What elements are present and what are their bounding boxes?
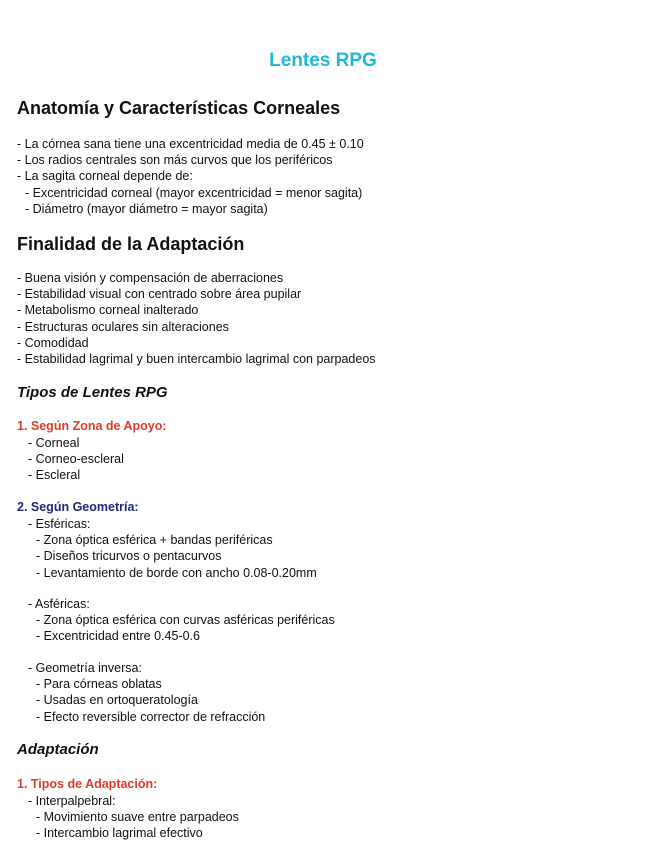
- list-item: - Estructuras oculares sin alteraciones: [17, 319, 229, 334]
- list-item: - Los radios centrales son más curvos que los periféricos: [17, 153, 333, 168]
- list-item: - Diseños tricurvos o pentacurvos: [36, 549, 222, 564]
- subheading-geometria: 2. Según Geometría:: [17, 500, 139, 514]
- apoyo-list: [28, 435, 124, 484]
- esfericas-list: [28, 516, 317, 581]
- list-item: - Excentricidad corneal (mayor excentricidad = menor sagita): [25, 185, 363, 200]
- list-item: - Zona óptica esférica con curvas asféricas periféricas: [36, 613, 335, 628]
- list-item: - Excentricidad entre 0.45-0.6: [36, 629, 200, 644]
- section-heading-anatomia: Anatomía y Características Corneales: [17, 98, 341, 118]
- list-item: - Estabilidad lagrimal y buen intercambio lagrimal con parpadeos: [17, 352, 376, 367]
- list-item: - Geometría inversa:: [28, 661, 142, 675]
- section-heading-finalidad: Finalidad de la Adaptación: [17, 234, 245, 254]
- list-item: - Asféricas:: [28, 597, 90, 611]
- subheading-zona-apoyo: 1. Según Zona de Apoyo:: [17, 419, 167, 433]
- asfericas-list: [28, 596, 335, 645]
- list-item: - Diámetro (mayor diámetro = mayor sagita): [25, 201, 268, 216]
- subheading-tipos-adaptacion: 1. Tipos de Adaptación:: [17, 777, 158, 791]
- interpalpebral-list: [28, 793, 239, 842]
- list-item: - Buena visión y compensación de aberraciones: [17, 271, 284, 285]
- finalidad-list: [17, 270, 376, 367]
- list-item: - Comodidad: [17, 335, 89, 350]
- section-heading-tipos: Tipos de Lentes RPG: [17, 384, 168, 401]
- list-item: - Movimiento suave entre parpadeos: [36, 810, 239, 825]
- list-item: - Levantamiento de borde con ancho 0.08-0.20mm: [36, 565, 317, 580]
- list-item: - Para córneas oblatas: [36, 677, 162, 692]
- list-item: - Intercambio lagrimal efectivo: [36, 826, 203, 841]
- list-item: - Corneo-escleral: [28, 452, 124, 467]
- list-item: - Zona óptica esférica + bandas periféricas: [36, 533, 273, 548]
- list-item: - La córnea sana tiene una excentricidad media de 0.45 ± 0.10: [17, 137, 364, 151]
- list-item: - Escleral: [28, 468, 81, 483]
- document-title: Lentes RPG: [269, 50, 377, 71]
- list-item: - Efecto reversible corrector de refracción: [36, 709, 266, 724]
- inversa-list: [28, 660, 265, 725]
- list-item: - Interpalpebral:: [28, 794, 116, 808]
- list-item: - La sagita corneal depende de:: [17, 169, 193, 184]
- list-item: - Corneal: [28, 436, 80, 450]
- list-item: - Estabilidad visual con centrado sobre área pupilar: [17, 287, 302, 302]
- list-item: - Esféricas:: [28, 517, 91, 531]
- section-heading-adaptacion: Adaptación: [17, 741, 99, 758]
- anatomia-list: [17, 136, 364, 217]
- list-item: - Metabolismo corneal inalterado: [17, 303, 199, 318]
- list-item: - Usadas en ortoqueratología: [36, 693, 198, 708]
